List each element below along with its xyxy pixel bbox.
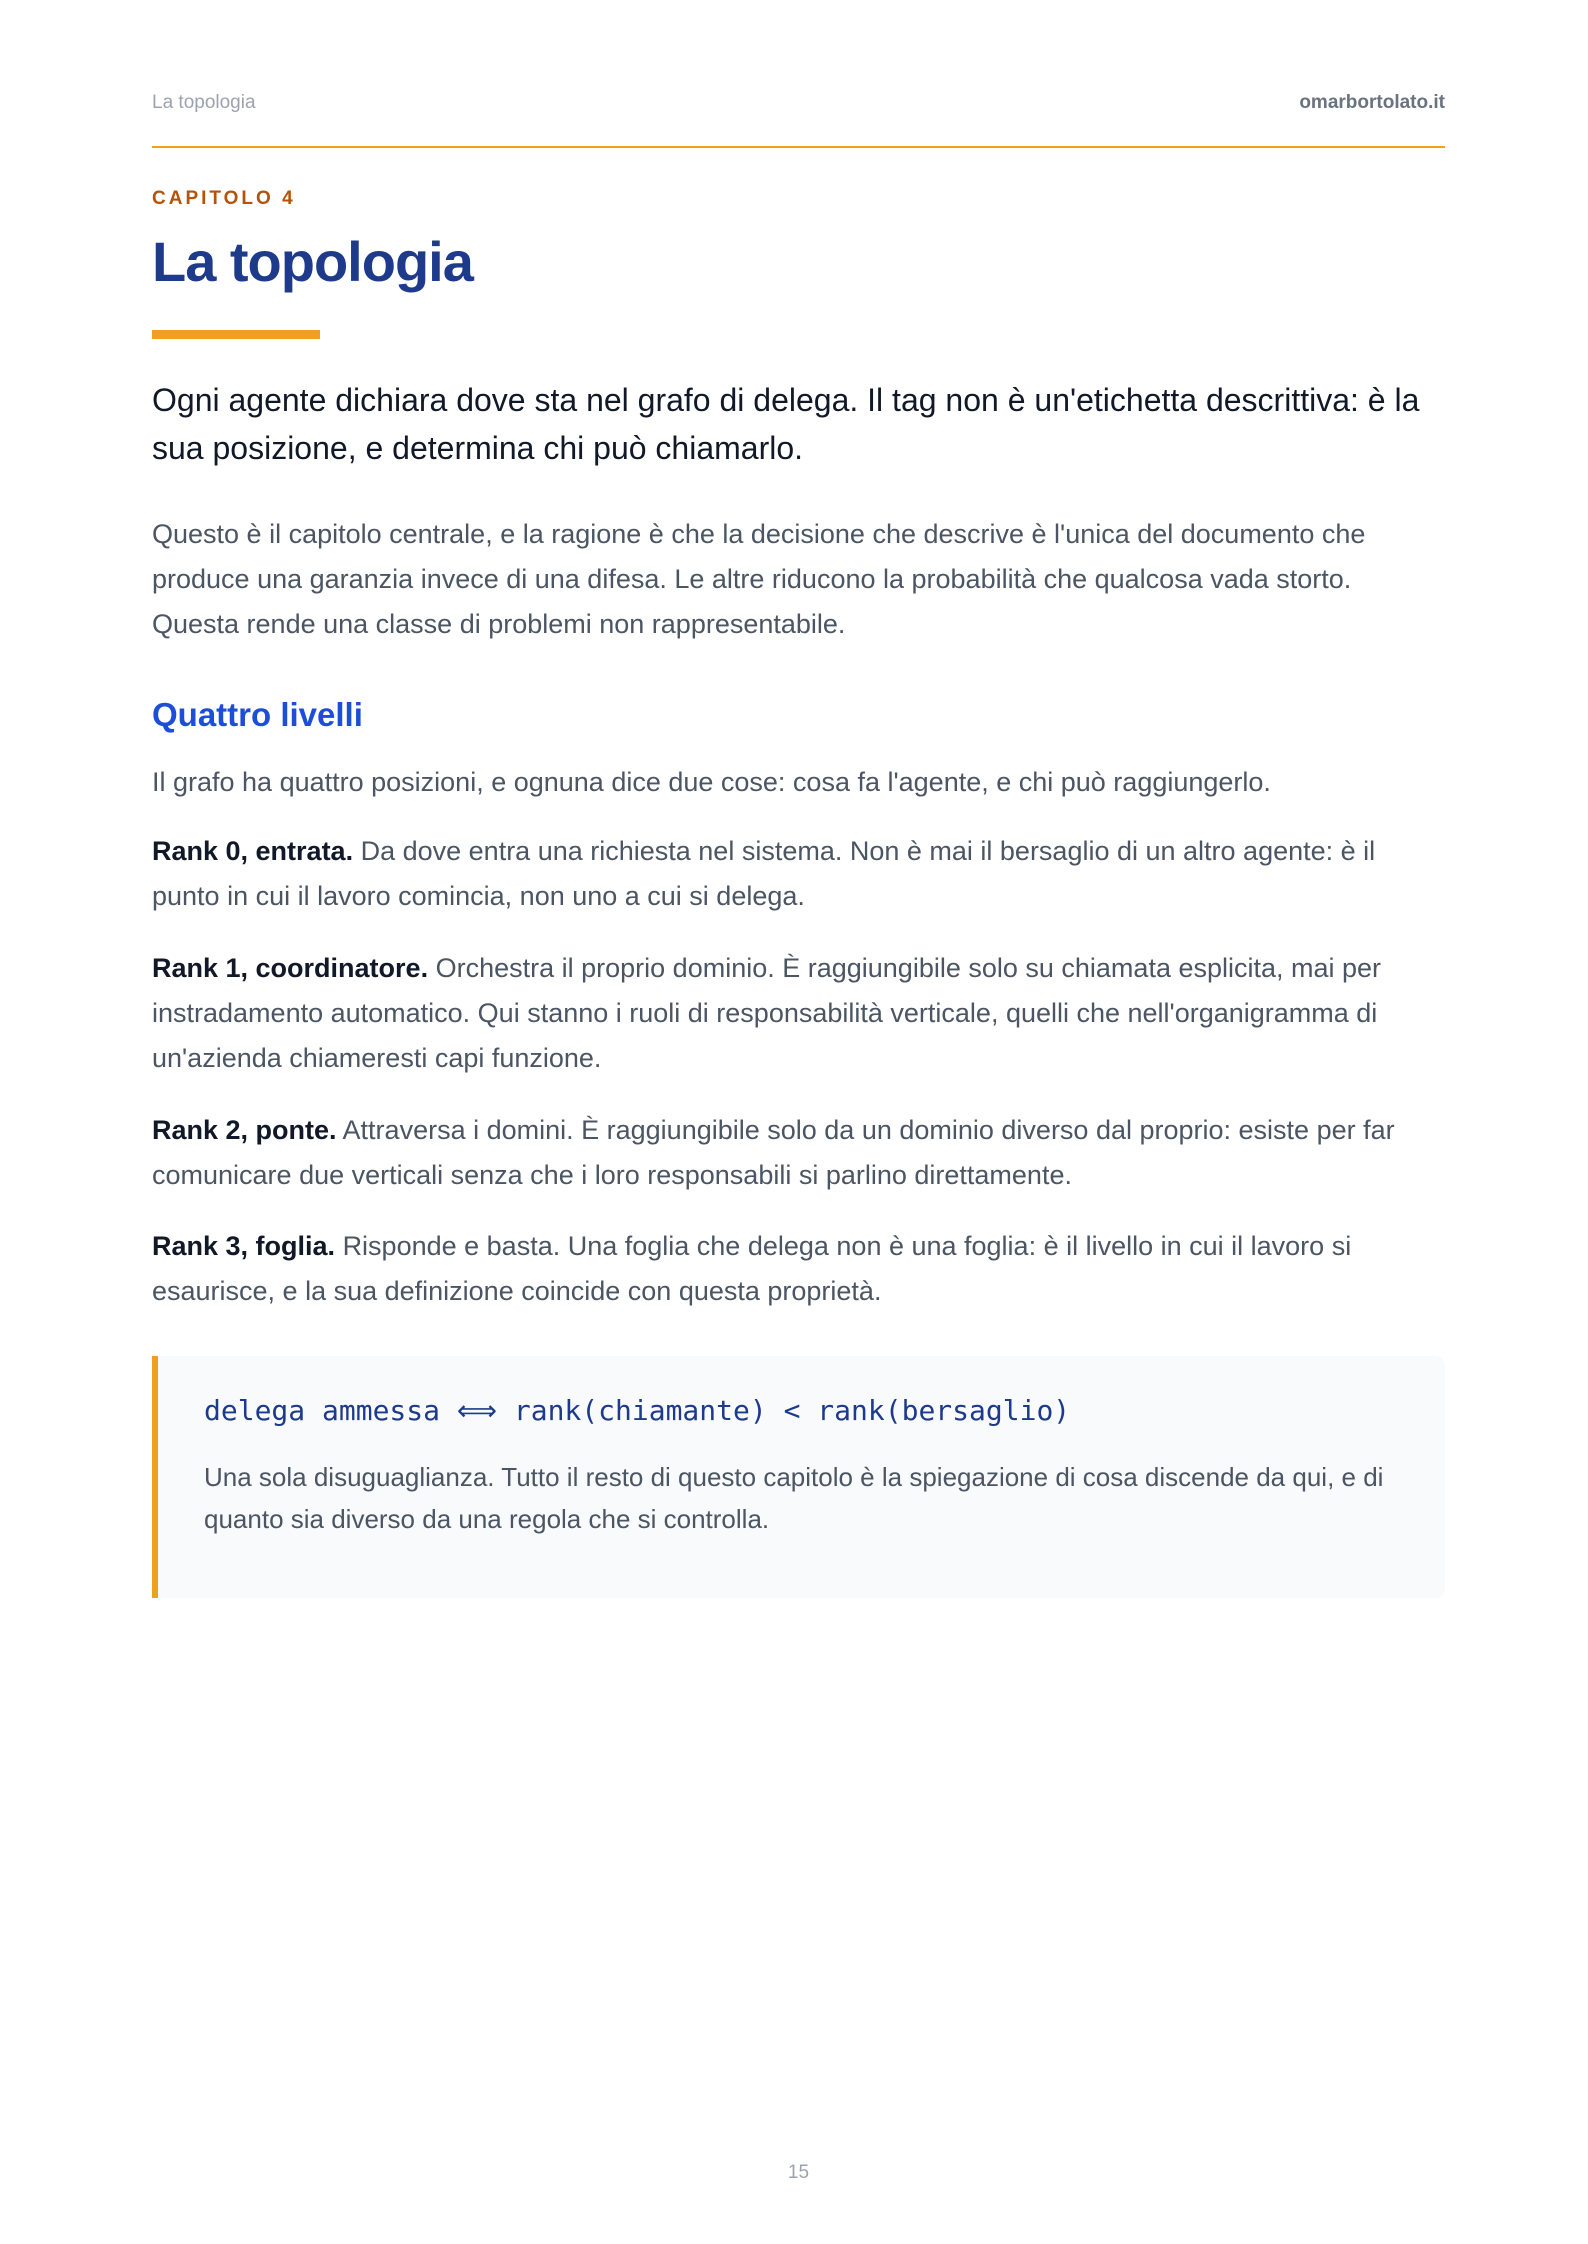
- rank-3-text: Risponde e basta. Una foglia che delega non è una foglia: è il livello in cui il lavoro si esaurisce, e la sua definizione coincide con questa proprietà.: [152, 1231, 1352, 1306]
- header-divider: [152, 146, 1445, 148]
- rank-0-text: Da dove entra una richiesta nel sistema. Non è mai il bersaglio di un altro agente: è il punto in cui il lavoro comincia, non uno a cui si delega.: [152, 836, 1376, 911]
- document-page: [152, 0, 1445, 2244]
- running-header-chapter: La topologia: [152, 92, 256, 113]
- rank-2-label: Rank 2, ponte.: [152, 1115, 337, 1145]
- title-underline: [152, 330, 320, 339]
- rank-3-paragraph: [152, 1224, 1445, 1314]
- formula-callout: [152, 1356, 1445, 1598]
- rank-2-text: Attraversa i domini. È raggiungibile solo da un dominio diverso dal proprio: esiste per far comunicare due verticali senza che i loro responsabili si parlino direttamente.: [152, 1115, 1395, 1190]
- intro-paragraph: Questo è il capitolo centrale, e la ragione è che la decisione che descrive è l'unica del documento che produce una garanzia invece di una difesa. Le altre riducono la probabilità che qualcosa vada storto. Questa rende una classe di problemi non rappresentabile.: [152, 519, 1366, 639]
- running-header-site: omarbortolato.it: [1299, 92, 1445, 113]
- page-number: 15: [787, 2162, 810, 2183]
- delegation-formula: delega ammessa ⟺ rank(chiamante) < rank(bersaglio): [204, 1394, 1071, 1427]
- chapter-kicker: CAPITOLO 4: [152, 188, 296, 209]
- rank-2-paragraph: [152, 1108, 1445, 1198]
- chapter-title: La topologia: [152, 230, 473, 293]
- rank-1-text: Orchestra il proprio dominio. È raggiungibile solo su chiamata esplicita, mai per instradamento automatico. Qui stanno i ruoli di responsabilità verticale, quelli che nell'organigramma di un'azienda chiameresti capi funzione.: [152, 953, 1382, 1073]
- rank-3-label: Rank 3, foglia.: [152, 1231, 336, 1261]
- running-header: [152, 92, 1445, 120]
- rank-0-label: Rank 0, entrata.: [152, 836, 354, 866]
- rank-1-label: Rank 1, coordinatore.: [152, 953, 429, 983]
- lead-paragraph: Ogni agente dichiara dove sta nel grafo di delega. Il tag non è un'etichetta descrittiva: è la sua posizione, e determina chi può chiamarlo.: [152, 382, 1420, 466]
- callout-note: Una sola disuguaglianza. Tutto il resto di questo capitolo è la spiegazione di cosa discende da qui, e di quanto sia diverso da una regola che si controlla.: [204, 1462, 1384, 1534]
- rank-1-paragraph: [152, 946, 1445, 1081]
- section-intro-paragraph: Il grafo ha quattro posizioni, e ognuna dice due cose: cosa fa l'agente, e chi può raggiungerlo.: [152, 767, 1271, 797]
- rank-0-paragraph: [152, 829, 1445, 919]
- section-title: Quattro livelli: [152, 696, 363, 733]
